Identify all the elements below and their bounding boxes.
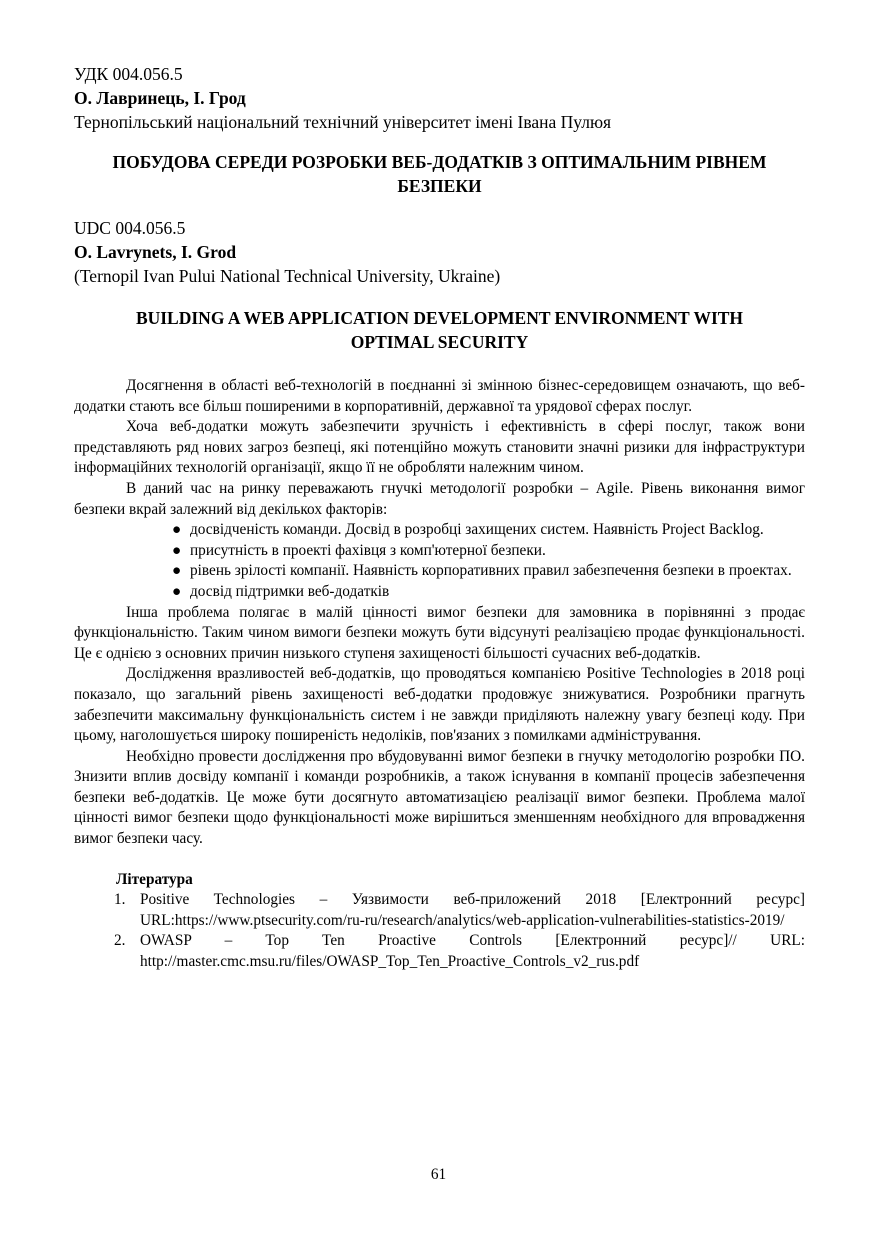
literature-title: Література: [116, 870, 193, 888]
list-item: ● досвід підтримки веб-додатків: [172, 582, 805, 603]
abstract-body: [74, 376, 805, 973]
reference-text: Positive Technologies – Уязвимости веб-приложений 2018 [Електронний ресурс] URL:https://www.ptsecurity.com/ru-ru/research/analytics/web-application-vulnerabilities-statistics-2019/: [140, 891, 805, 929]
reference-item: [116, 890, 805, 931]
factor-list: [74, 520, 805, 602]
page-number: 61: [430, 1166, 447, 1183]
affiliation-en: (Ternopil Ivan Pului National Technical University, Ukraine): [74, 266, 501, 286]
affiliation-ua: Тернопільський національний технічний університет імені Івана Пулюя: [74, 112, 612, 132]
title-ua: ПОБУДОВА СЕРЕДИ РОЗРОБКИ ВЕБ-ДОДАТКІВ З ОПТИМАЛЬНИМ РІВНЕМ БЕЗПЕКИ: [112, 152, 767, 196]
reference-number: 2.: [114, 932, 126, 950]
list-item: ● присутність в проекті фахівця з комп'ютерної безпеки.: [172, 541, 805, 562]
list-item: ● досвідченість команди. Досвід в розробці захищених систем. Наявність Project Backlog.: [172, 520, 805, 541]
reference-item: [116, 931, 805, 972]
paragraph: В даний час на ринку переважають гнучкі методології розробки – Agile. Рівень виконання вимог безпеки вкрай залежний від декількох факторів:: [74, 479, 805, 518]
udc-en: UDC 004.056.5: [74, 218, 186, 238]
bullet-icon: ●: [172, 582, 182, 600]
bullet-icon: ●: [172, 541, 182, 559]
paragraph: Інша проблема полягає в малій цінності вимог безпеки для замовника в порівнянні з продає функціональністю. Таким чином вимоги безпеки можуть бути відсунуті реалізацією продає функціональності. Це є однією з основних причин низького ступеня захищеності більшості сучасних веб-додатків.: [74, 603, 805, 662]
authors-en: O. Lavrynets, I. Grod: [74, 242, 237, 262]
udc-ua: УДК 004.056.5: [74, 64, 183, 84]
bullet-icon: ●: [172, 562, 182, 580]
reference-list: [74, 890, 805, 972]
paragraph: Хоча веб-додатки можуть забезпечити зручність і ефективність в сфері послуг, також вони представляють ряд нових загроз безпеці, які потенційно можуть становити значні ризики для інфраструктури інформаційних технологій організації, якщо її не обробляти належним чином.: [74, 418, 805, 477]
authors-ua: О. Лавринець, І. Грод: [74, 88, 246, 108]
bullet-icon: ●: [172, 521, 182, 539]
paragraph: Необхідно провести дослідження про вбудовуванні вимог безпеки в гнучку методологію розробки ПО. Знизити вплив досвіду компанії і команди розробників, а також існування в компанії процесів забезпечення безпеки веб-додатків. Це може бути досягнуто автоматизацією реалізації вимог безпеки. Проблема малої цінності вимог безпеки щодо функціональності може вирішиться зменшенням необхідного для впровадження вимог безпеки часу.: [74, 747, 805, 848]
paragraph: Досягнення в області веб-технологій в поєднанні зі змінною бізнес-середовищем означають, що веб-додатки стають все більш поширеними в корпоративній, державної та урядової сферах послуг.: [74, 377, 805, 415]
title-en: BUILDING A WEB APPLICATION DEVELOPMENT ENVIRONMENT WITH OPTIMAL SECURITY: [135, 308, 744, 352]
list-item: ● рівень зрілості компанії. Наявність корпоративних правил забезпечення безпеки в проектах.: [172, 561, 805, 582]
reference-number: 1.: [114, 891, 126, 909]
reference-text: OWASP – Top Ten Proactive Controls [Електронний ресурс]// URL: http://master.cmc.msu.ru/files/OWASP_Top_Ten_Proactive_Controls_v2_rus.pdf: [140, 932, 805, 971]
paragraph: Дослідження вразливостей веб-додатків, що проводяться компанією Positive Technologies в 2018 році показало, що загальний рівень захищеності веб-додатки продовжує знижуватися. Розробники прагнуть забезпечити максимальну функціональність систем і не завжди приділяють належну увагу безпеці коду. При цьому, наголошується широку поширеність недоліків, пов'язаних з помилками адміністрування.: [74, 665, 805, 745]
paper-page: [74, 62, 805, 973]
